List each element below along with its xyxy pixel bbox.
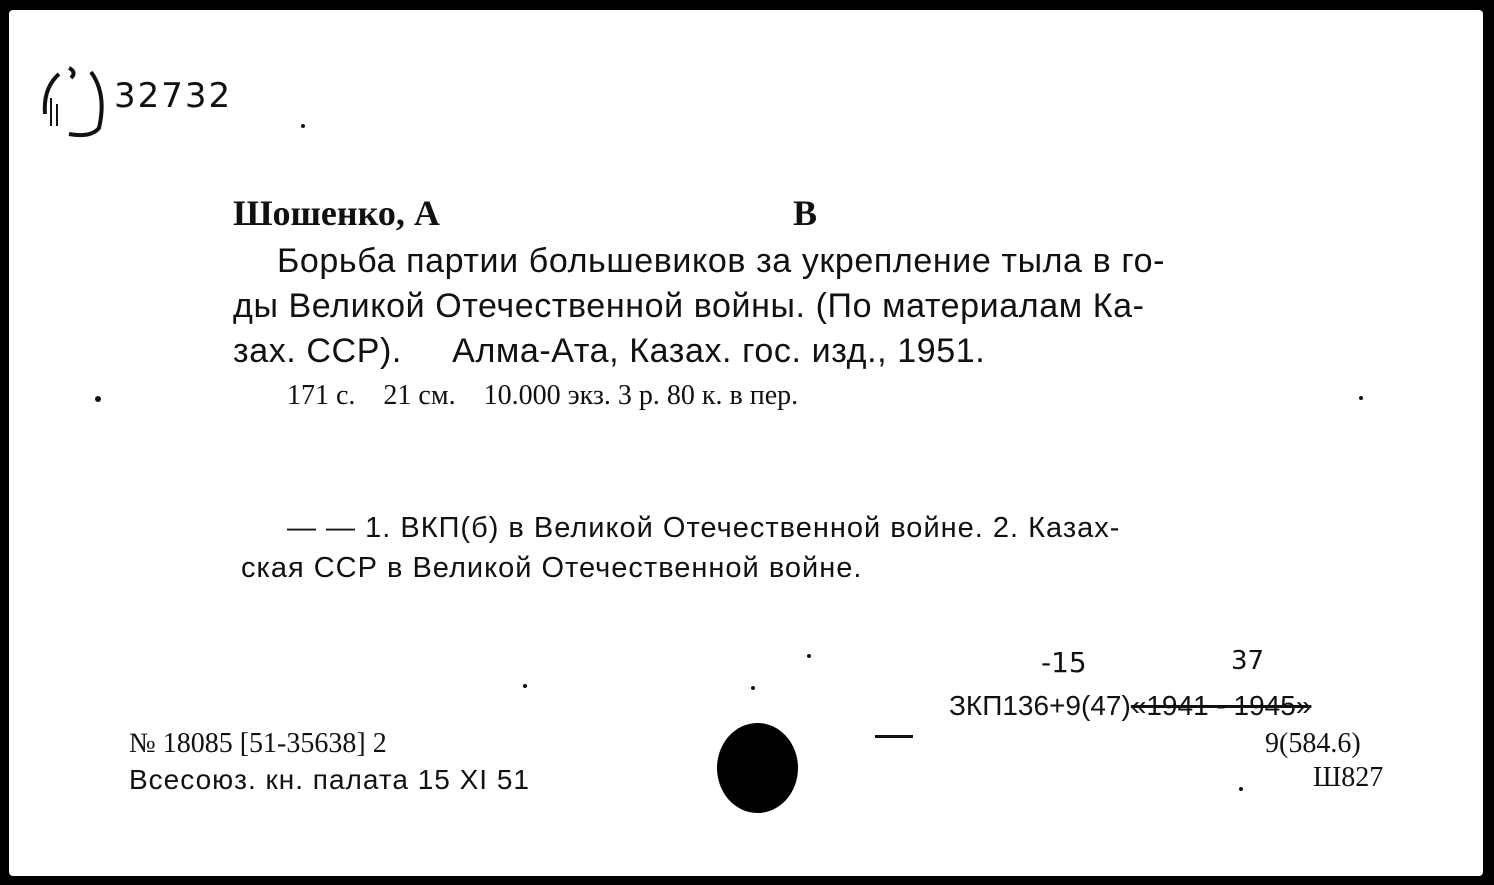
author-name: Шошенко, А — [233, 193, 440, 233]
punch-hole — [717, 723, 798, 813]
title-line-1: Борьба партии большевиков за укрепление тыла в го- — [277, 242, 1166, 280]
title-line-2: ды Великой Отечественной войны. (По материалам Ка- — [233, 287, 1145, 325]
subject-line-1: — — 1. ВКП(б) в Великой Отечественной войне. 2. Казах- — [287, 512, 1121, 544]
stray-dot — [301, 124, 305, 128]
stamp-mark-icon — [29, 54, 119, 144]
author-mark: Ш827 — [1313, 762, 1384, 793]
stamp-number: 32732 — [114, 76, 233, 116]
handwritten-right: 37 — [1231, 646, 1265, 676]
handwritten-left: -15 — [1041, 646, 1087, 679]
record-number: № 18085 [51-35638] 2 — [129, 728, 387, 759]
separator-dash — [875, 735, 913, 738]
classification-code-prefix: ЗКП136+9(47) — [949, 690, 1131, 721]
title-line-3: зах. ССР). Алма-Ата, Казах. гос. изд., 1951. — [233, 332, 986, 370]
collation: 171 с. 21 см. 10.000 экз. 3 р. 80 к. в пер. — [287, 380, 799, 411]
classification-code-struck: «1941 - 1945» — [1130, 690, 1312, 721]
udc-code: 9(584.6) — [1265, 728, 1361, 759]
classification-code — [949, 690, 1311, 722]
chamber-line: Всесоюз. кн. палата 15 XI 51 — [129, 764, 530, 795]
catalog-card — [9, 10, 1483, 876]
stray-dot-2 — [751, 686, 755, 690]
stray-dot-4 — [1239, 787, 1243, 791]
margin-dot-right — [1359, 396, 1363, 400]
stray-dot-1 — [523, 684, 527, 688]
author-initial-2: В — [793, 193, 818, 233]
subject-line-2: ская ССР в Великой Отечественной войне. — [241, 552, 863, 584]
stray-dot-3 — [807, 654, 811, 658]
margin-dot-left — [95, 396, 101, 402]
